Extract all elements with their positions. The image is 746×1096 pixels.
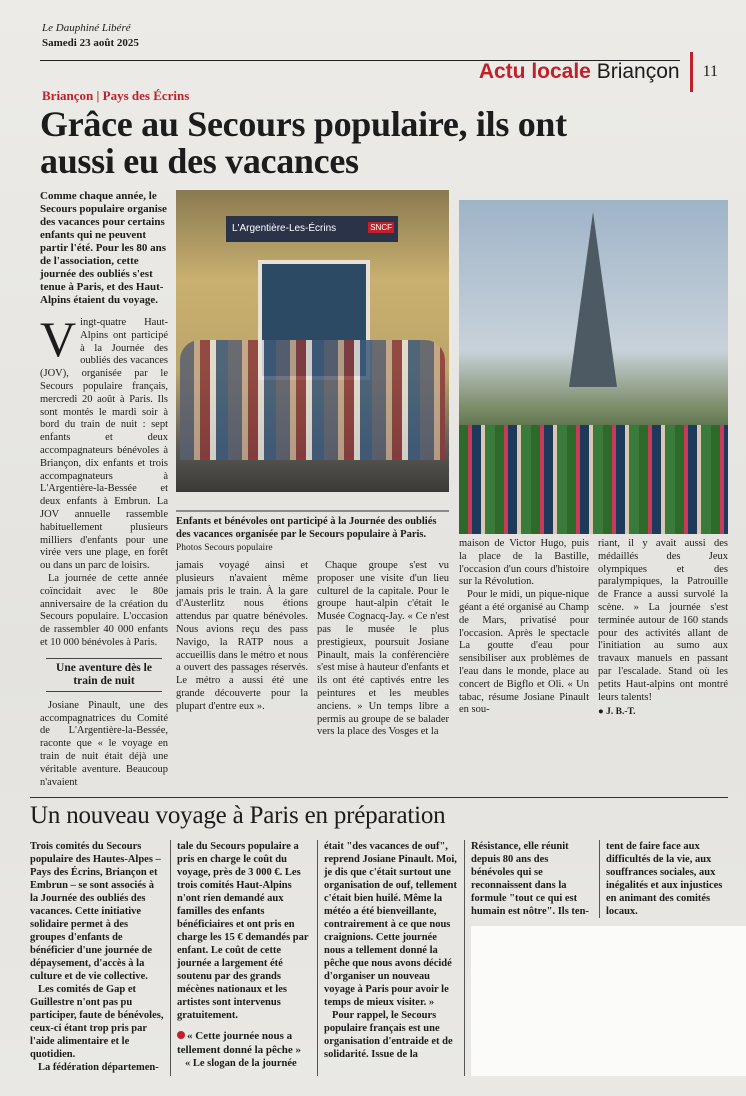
- paragraph: Résistance, elle réunit depuis 80 ans des bénévoles qui se reconnaissent dans la formule "tout ce qui est humain est nôtre". Ils ten-: [471, 841, 589, 918]
- issue-date: Samedi 23 août 2025: [42, 37, 139, 49]
- column-rule: [317, 840, 318, 1076]
- article-column-2: [176, 560, 308, 739]
- paragraph-text: ingt-quatre Haut-Alpins ont participé à la Journée des oubliés des vacances (JOV), organisée par le Secours populaire français, mercredi 20 août à Paris. Ils sont montés le mardi soir à bord du train de nuit : sept enfants et deux accompagnateurs bénévoles à Briançon, dix enfants et trois accompagnateurs à L'Argentière-la-Bessée et deux enfants à Embrun. La JOV annuelle rassemble habituellement plusieurs milliers d'enfants pour une virée vers une plage, en forêt ou dans un parc de loisirs.: [40, 317, 168, 572]
- article-lower-columns: [176, 516, 728, 739]
- sncf-logo: SNCF: [370, 223, 392, 232]
- columns-4-5: [459, 538, 728, 719]
- article-column-4: [459, 538, 589, 719]
- section-block: [479, 52, 718, 92]
- photo-eiffel-tower-crowd: [459, 200, 728, 534]
- signature-text: J. B.-T.: [606, 707, 636, 718]
- section-label: [479, 60, 680, 84]
- section-city: Briançon: [596, 60, 680, 83]
- paragraph: était "des vacances de ouf", reprend Josiane Pinault. Moi, je dis que c'était surtout une organisation de ouf, tellement c'était bien huilé. Même la météo a été bienveillante, contrairement à ce que nous craignions. Cette journée nous a tellement donné la pêche que nous avons décidé d'organiser un nouveau voyage à Paris pour avoir le temps de mieux visiter. »: [324, 841, 457, 1009]
- photo-row: [176, 186, 728, 534]
- page-header: [30, 20, 728, 88]
- paragraph: La journée de cette année coïncidait avec le 80e anniversaire de la création du Secours populaire. L'occasion de rassembler 40 000 enfants et 10 000 bénévoles à Paris.: [40, 572, 168, 648]
- paragraph: Les comités de Gap et Guillestre n'ont pas pu participer, faute de bénévoles, ceux-ci étant trop pris par l'aide alimentaire et le quotidien.: [30, 984, 164, 1061]
- paragraph: Pour rappel, le Secours populaire français est une organisation d'entraide et de solidarité. Issue de la: [324, 1010, 453, 1061]
- author-signature: ● J. B.-T.: [598, 707, 636, 718]
- article-right-area: [176, 186, 728, 739]
- article-column-3: [317, 560, 449, 739]
- photo-caption: [176, 510, 449, 555]
- column-rule: [170, 840, 171, 1076]
- eiffel-tower: [569, 212, 617, 387]
- crowd: [459, 425, 728, 534]
- subheading: Une aventure dès le train de nuit: [46, 658, 162, 692]
- blank-area: [471, 926, 746, 1076]
- article-body: [30, 186, 728, 789]
- bullet-icon: [177, 1031, 185, 1039]
- station-sign-text: L'Argentière-Les-Écrins: [232, 223, 337, 234]
- box-columns-4-5: [471, 840, 728, 1076]
- article-title: Grâce au Secours populaire, ils ont aussi eu des vacances: [40, 104, 567, 181]
- paragraph: Chaque groupe s'est vu proposer une visite d'un lieu culturel de la capitale. Pour le groupe haut-alpin c'était le Musée Cognacq-Jay. « Ce n'est pas le musée le plus prestigieux, poursuit Josiane Pinault, mais la conférencière s'est mise à hauteur d'enfants et ils ont été captivés entre les peintures et les meubles anciens. » Un temps libre a permis au groupe de se balader vers la place des Vosges et la: [317, 560, 449, 738]
- paragraph: [40, 311, 168, 573]
- column-text: [40, 311, 168, 789]
- paragraph: tent de faire face aux difficultés de la vie, aux souffrances sociales, aux inégalités et aux injustices en animant des comités locaux.: [606, 841, 723, 918]
- paragraph: jamais voyagé ainsi et plusieurs n'avaient même jamais pris le train. À la gare d'Austerlitz nous étions attendus par quatre bénévoles. Nous avions reçu des pass Navigo, la RATP nous a accueillis dans le métro et nous a ouvert des passages réservés. Le métro a aussi été une grande découverte pour la plupart d'entre eux ».: [176, 560, 308, 712]
- quote-text: « Cette journée nous a tellement donné la pêche »: [177, 1030, 302, 1056]
- caption-and-columns: [176, 510, 449, 739]
- group-of-children: [180, 340, 445, 460]
- box-columns-4-5-text: [471, 840, 728, 918]
- section-separator: [690, 52, 693, 92]
- article-column-5: [598, 538, 728, 719]
- article-kicker: Briançon | Pays des Écrins: [42, 88, 190, 103]
- box-column-4: [471, 840, 593, 918]
- paragraph: « Le slogan de la journée: [185, 1058, 297, 1070]
- box-column-2: [177, 840, 311, 1076]
- column-rule: [464, 840, 465, 1076]
- article-lead: Comme chaque année, le Secours populaire organise des vacances pour certains enfants qui ne peuvent partir l'été. Pour les 80 ans de l'association, cette journée des oubliés s'est tenue à Paris, et des Haut-Alpins étaient du voyage.: [40, 190, 167, 306]
- paragraph: Pour le midi, un pique-nique géant a été organisé au Champ de Mars, privatisé pour l'occasion. Après le spectacle La goutte d'eau pour sensibiliser aux problèmes de l'eau dans le monde, place au concert de Bigflo et Oli. « Un tabac, résume Josiane Pinault en sou-: [459, 589, 589, 716]
- paragraph: maison de Victor Hugo, puis la place de la Bastille, l'occasion d'un cours d'histoire sur la Révolution.: [459, 538, 589, 588]
- paragraph: riant, il y avait aussi des médaillés des Jeux olympiques et des paralympiques, la Patrouille de France a aussi survolé la scène. » La journée s'est terminée autour de 160 stands pour des activités allant de l'initiation au sumo aux travaux manuels en passant par l'escalade. Stand où les petits Haut-alpins ont montré leurs talents!: [598, 538, 728, 703]
- paragraph: Trois comités du Secours populaire des Hautes-Alpes – Pays des Écrins, Briançon et Embrun – se sont associés à la Journée des oubliés des vacances. Cette initiative solidaire permet à des groupes d'enfants de bénéficier d'une journée de dépaysement, d'accès à la culture et de vie collective.: [30, 841, 161, 983]
- caption-text: Enfants et bénévoles ont participé à la Journée des oubliés des vacances organisée par le Secours populaire à Paris.: [176, 516, 437, 540]
- section-name: Actu locale: [478, 60, 591, 83]
- pull-quote: [177, 1030, 311, 1057]
- box-column-3: [324, 840, 458, 1076]
- section-divider: [30, 797, 728, 798]
- column-rule: [599, 840, 600, 918]
- columns-2-3: [176, 560, 449, 739]
- sidebar-box: [30, 840, 728, 1076]
- paragraph: Josiane Pinault, une des accompagnatrices du Comité de L'Argentière-la-Bessée, raconte que « le voyage en train de nuit était déjà une véritable aventure. Beaucoup n'avaient: [40, 699, 168, 788]
- photo-train-station: [176, 190, 449, 492]
- box-headline: Un nouveau voyage à Paris en préparation: [30, 802, 446, 830]
- box-column-1: [30, 840, 164, 1076]
- page-number: 11: [702, 63, 718, 80]
- newspaper-name: Le Dauphiné Libéré: [42, 22, 131, 34]
- paragraph: La fédération départemen-: [38, 1062, 159, 1074]
- box-column-5: [606, 840, 728, 918]
- drop-cap: V: [40, 311, 77, 367]
- article-column-1: [40, 186, 168, 789]
- paragraph: tale du Secours populaire a pris en charge le coût du voyage, près de 3 000 €. Les trois comités Haut-Alpins n'ont rien demandé aux familles des enfants bénéficiaires et ont pris en charge les 15 € demandés par enfant. Le coût de cette journée a largement été soutenu par des grands mécènes nationaux et les artistes sont intervenus gratuitement.: [177, 841, 309, 1022]
- photo-credit: Photos Secours populaire: [176, 543, 273, 553]
- station-sign: [226, 216, 398, 242]
